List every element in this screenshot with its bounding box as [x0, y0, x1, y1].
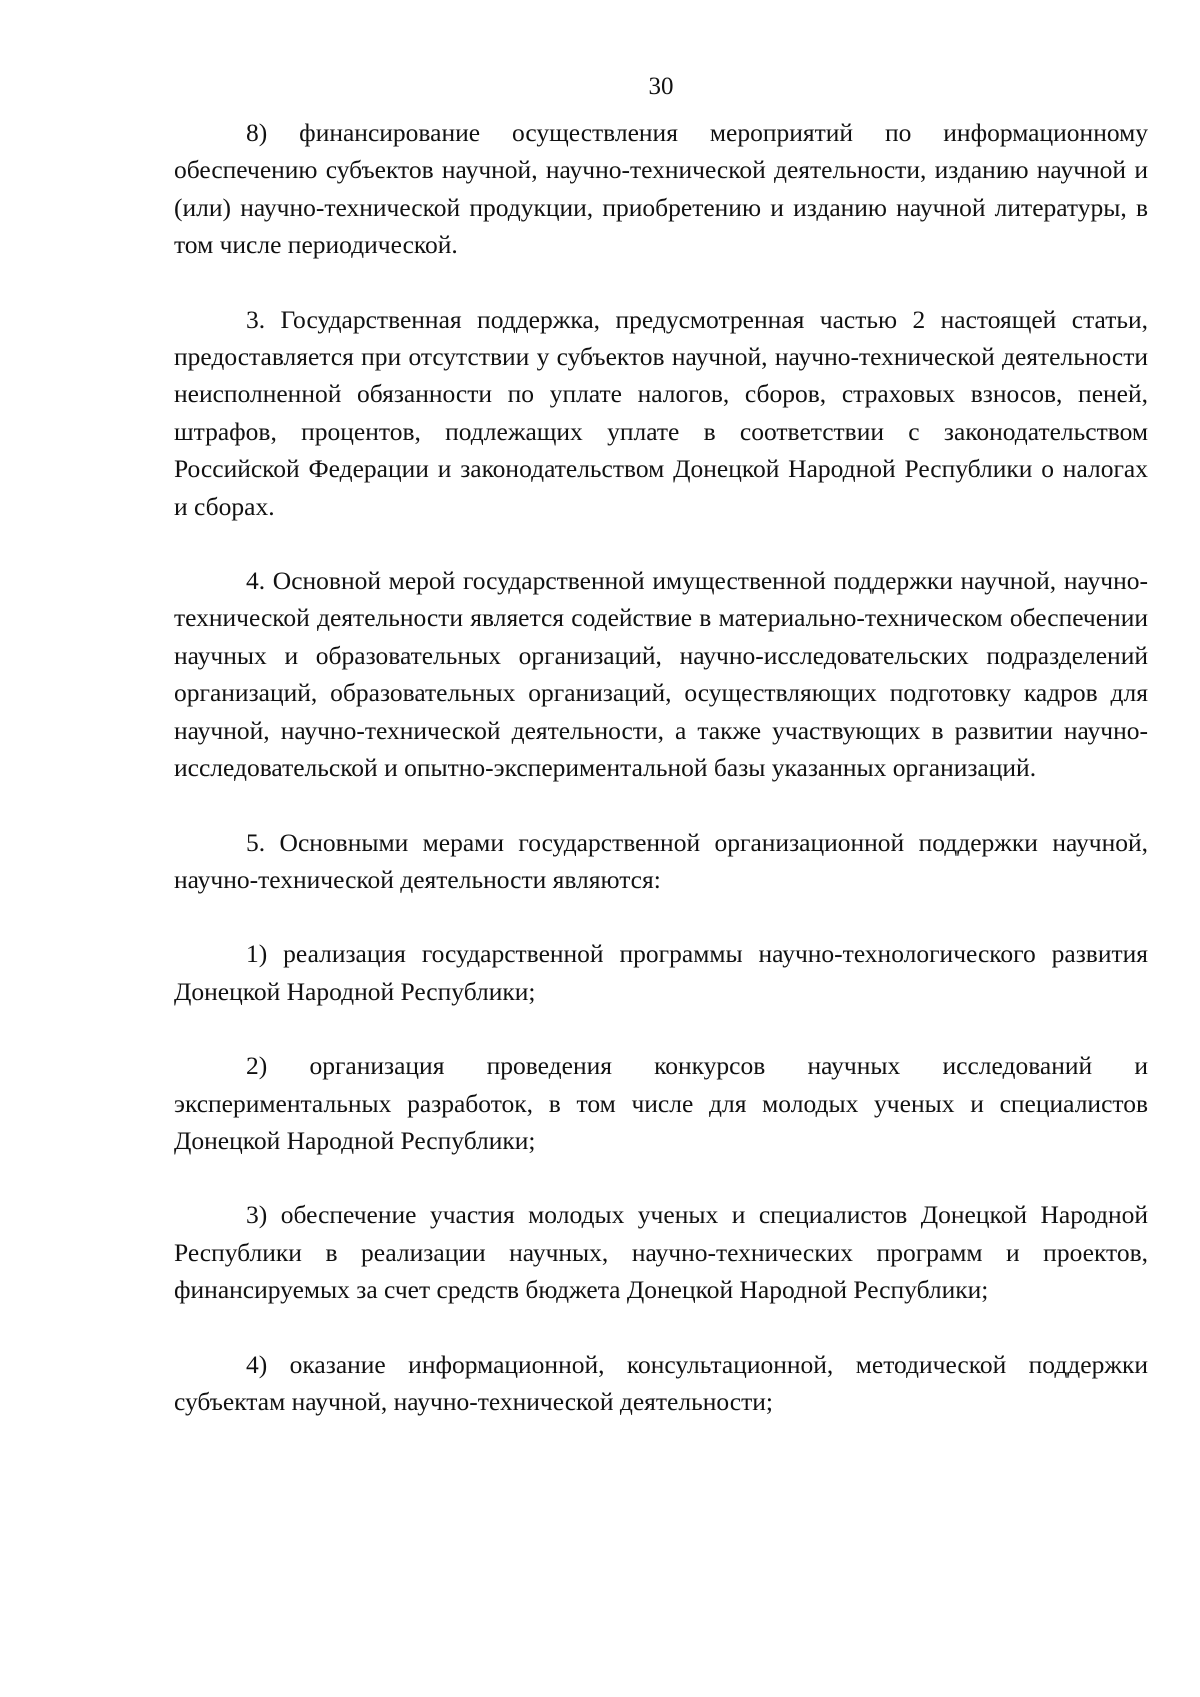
document-body — [174, 114, 1148, 1420]
paragraph-item-4-consulting-support: 4) оказание информационной, консультационной, методической поддержки субъектам научной, научно-технической деятельности; — [174, 1349, 1148, 1416]
paragraph-item-8-funding-information-support: 8) финансирование осуществления мероприятий по информационному обеспечению субъектов научной, научно-технической деятельности, изданию научной и (или) научно-технической продукции, приобретению и изданию научной литературы, в том числе периодической. — [174, 118, 1148, 260]
paragraph-section-4-property-support: 4. Основной мерой государственной имущественной поддержки научной, научно-технической деятельности является содействие в материально-техническом обеспечении научных и образовательных организаций, научно-исследовательских подразделений организаций, образовательных организаций, осуществляющих подготовку кадров для научной, научно-технической деятельности, а также участвующих в развитии научно-исследовательской и опытно-экспериментальной базы указанных организаций. — [174, 566, 1148, 783]
paragraph-item-2-competitions: 2) организация проведения конкурсов научных исследований и экспериментальных разработок, в том числе для молодых ученых и специалистов Донецкой Народной Республики; — [174, 1051, 1148, 1155]
paragraph-item-3-young-scientists: 3) обеспечение участия молодых ученых и специалистов Донецкой Народной Республики в реализации научных, научно-технических программ и проектов, финансируемых за счет средств бюджета Донецкой Народной Республики; — [174, 1200, 1148, 1305]
paragraph-section-5-organizational-support: 5. Основными мерами государственной организационной поддержки научной, научно-технической деятельности являются: — [174, 827, 1148, 894]
page-number: 30 — [648, 73, 674, 100]
paragraph-item-1-state-program: 1) реализация государственной программы научно-технологического развития Донецкой Народной Республики; — [174, 939, 1148, 1006]
paragraph-section-3-state-support-conditions: 3. Государственная поддержка, предусмотренная частью 2 настоящей статьи, предоставляется при отсутствии у субъектов научной, научно-технической деятельности неисполненной обязанности по уплате налогов, сборов, страховых взносов, пеней, штрафов, процентов, подлежащих уплате в соответствии с законодательством Российской Федерации и законодательством Донецкой Народной Республики о налогах и сборах. — [174, 304, 1148, 521]
